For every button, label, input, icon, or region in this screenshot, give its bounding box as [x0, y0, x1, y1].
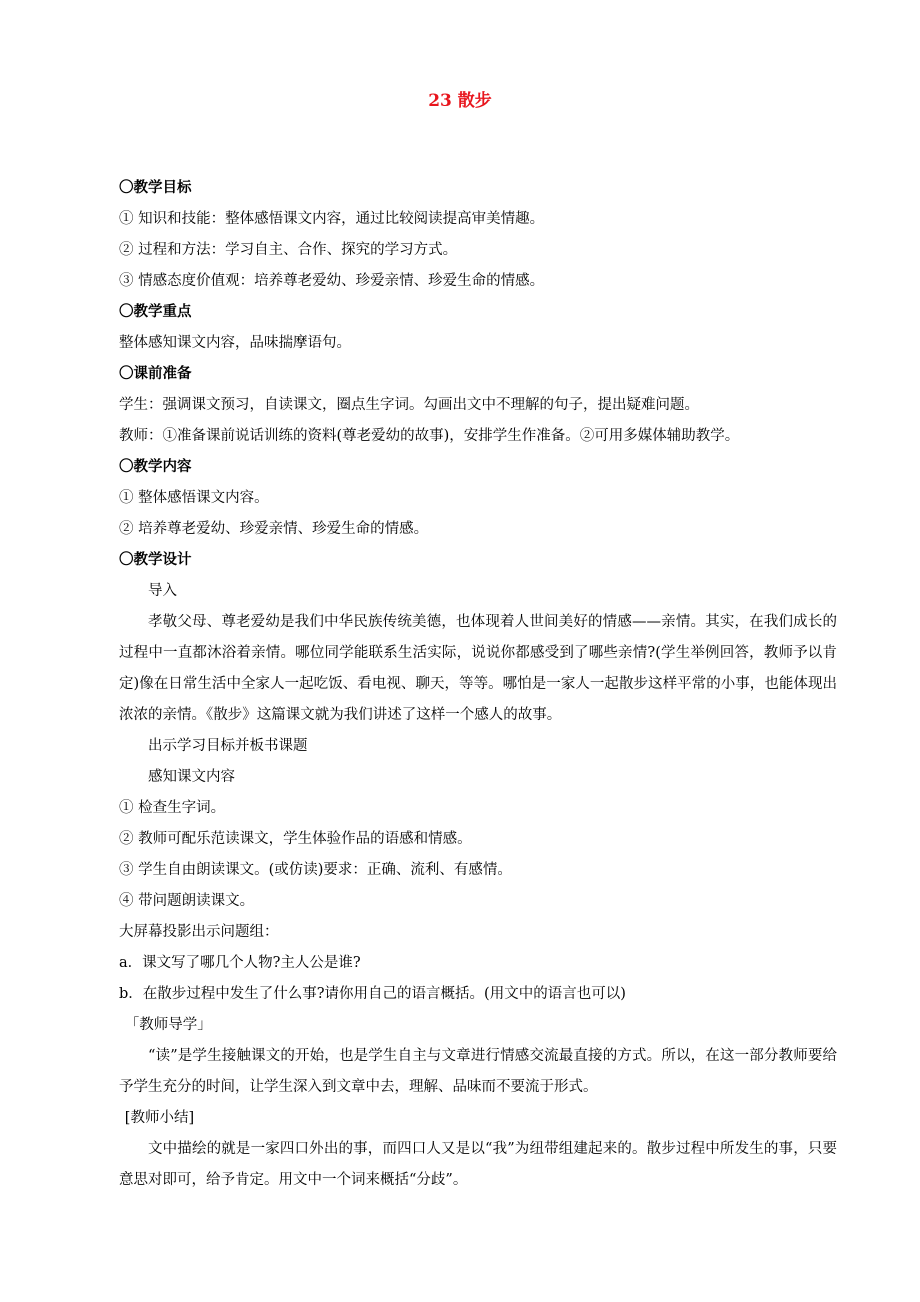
objective-item: ② 过程和方法：学习自主、合作、探究的学习方式。 — [119, 242, 458, 258]
document-title: 23 散步 — [428, 91, 492, 111]
focus-text: 整体感知课文内容，品味揣摩语句。 — [119, 335, 351, 351]
goal-line: 出示学习目标并板书课题 — [148, 738, 308, 754]
guide-label: 「教师导学」 — [124, 1017, 212, 1033]
design-heading: 〇教学设计 — [119, 552, 192, 568]
question-item: b．在散步过程中发生了什么事?请你用自己的语言概括。(用文中的语言也可以) — [119, 986, 626, 1002]
perceive-label: 感知课文内容 — [148, 769, 235, 785]
objectives-heading: 〇教学目标 — [119, 180, 192, 196]
intro-label: 导入 — [148, 583, 177, 599]
objective-item: ③ 情感态度价值观：培养尊老爱幼、珍爱亲情、珍爱生命的情感。 — [119, 273, 545, 289]
content-heading: 〇教学内容 — [119, 459, 192, 475]
summary-paragraph: 文中描绘的就是一家四口外出的事，而四口人又是以“我”为纽带组建起来的。散步过程中所发生的事，只要意思对即可，给予肯定。用文中一个词来概括“分歧”。 — [119, 1141, 837, 1188]
objective-item: ① 知识和技能：整体感悟课文内容，通过比较阅读提高审美情趣。 — [119, 211, 545, 227]
question-item: a．课文写了哪几个人物?主人公是谁? — [119, 955, 361, 971]
perceive-item: ② 教师可配乐范读课文，学生体验作品的语感和情感。 — [119, 831, 472, 847]
guide-paragraph: “读”是学生接触课文的开始，也是学生自主与文章进行情感交流最直接的方式。所以，在这一部分教师要给予学生充分的时间，让学生深入到文章中去，理解、品味而不要流于形式。 — [119, 1048, 837, 1095]
prep-heading: 〇课前准备 — [119, 366, 192, 382]
summary-label: [教师小结] — [124, 1110, 195, 1126]
prep-student: 学生：强调课文预习，自读课文，圈点生字词。勾画出文中不理解的句子，提出疑难问题。 — [119, 397, 699, 413]
prep-teacher: 教师：①准备课前说话训练的资料(尊老爱幼的故事)，安排学生作准备。②可用多媒体辅助教学。 — [119, 428, 740, 444]
content-item: ② 培养尊老爱幼、珍爱亲情、珍爱生命的情感。 — [119, 521, 429, 537]
perceive-item: ① 检查生字词。 — [119, 800, 226, 816]
content-item: ① 整体感悟课文内容。 — [119, 490, 269, 506]
document-body — [119, 173, 837, 1196]
screen-label: 大屏幕投影出示问题组： — [119, 924, 279, 940]
perceive-item: ③ 学生自由朗读课文。(或仿读)要求：正确、流利、有感情。 — [119, 862, 512, 878]
focus-heading: 〇教学重点 — [119, 304, 192, 320]
perceive-item: ④ 带问题朗读课文。 — [119, 893, 255, 909]
intro-paragraph: 孝敬父母、尊老爱幼是我们中华民族传统美德，也体现着人世间美好的情感——亲情。其实，在我们成长的过程中一直都沐浴着亲情。哪位同学能联系生活实际，说说你都感受到了哪些亲情?(学生举例回答，教师予以肯定)像在日常生活中全家人一起吃饭、看电视、聊天，等等。哪怕是一家人一起散步这样平常的小事，也能体现出浓浓的亲情。《散步》这篇课文就为我们讲述了这样一个感人的故事。 — [119, 614, 837, 723]
